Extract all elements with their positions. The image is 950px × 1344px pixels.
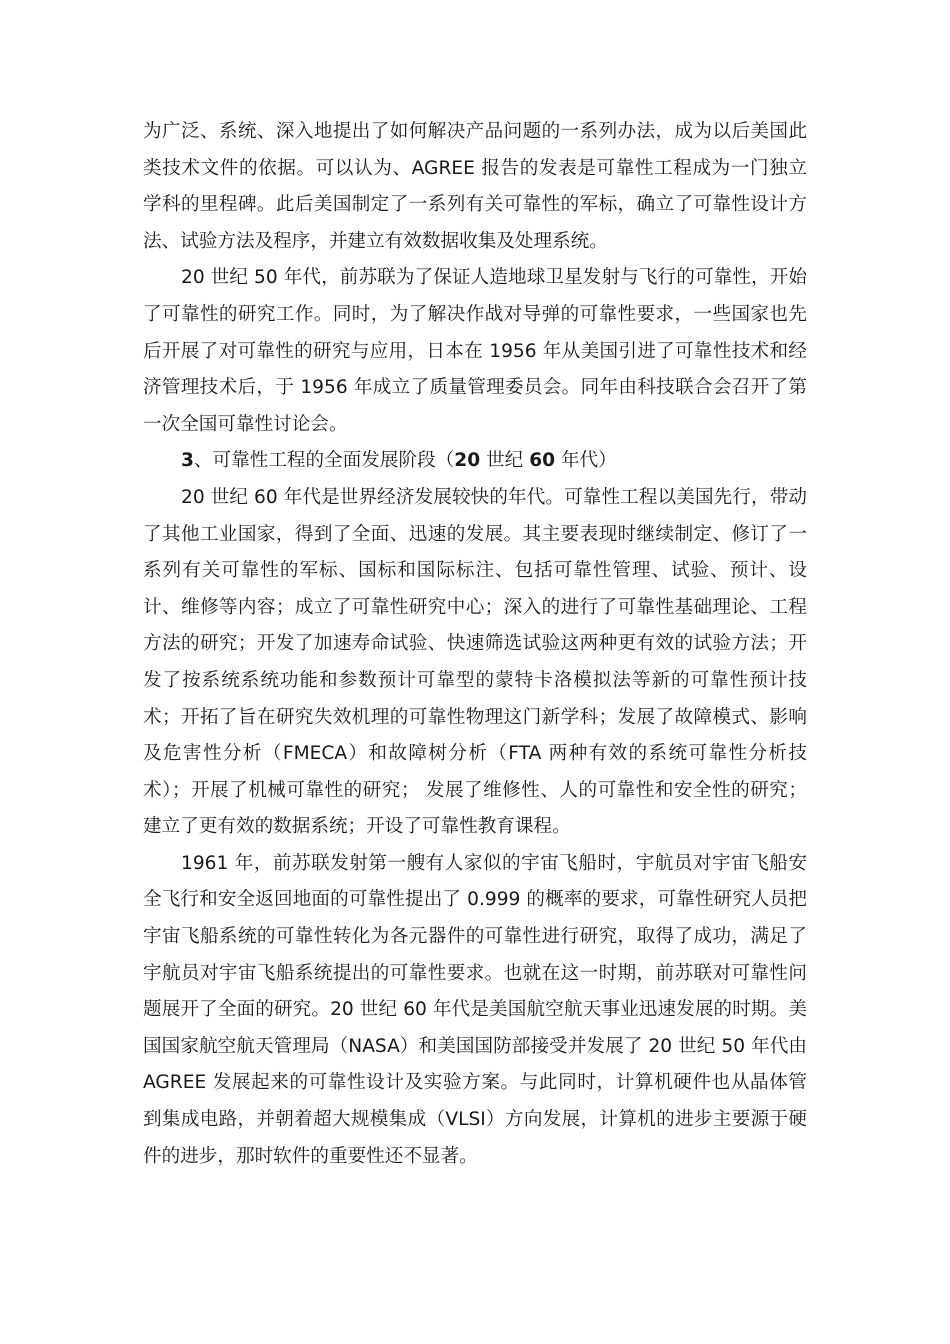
heading-mid: 世纪 xyxy=(480,450,530,472)
heading-year: 20 xyxy=(454,450,481,472)
heading-text: 、可靠性工程的全面发展阶段（ xyxy=(193,450,455,472)
paragraph-3: 20 世纪 60 年代是世界经济发展较快的年代。可靠性工程以美国先行，带动了其他工业国家，得到了全面、迅速的发展。其主要表现时继续制定、修订了一系列有关可靠性的军标、国标和国际标注、包括可靠性管理、试验、预计、设计、维修等内容；成立了可靠性研究中心；深入的进行了可靠性基础理论、工程方法的研究；开发了加速寿命试验、快速筛选试验这两种更有效的试验方法；开发了按系统系统功能和参数预计可靠型的蒙特卡洛模拟法等新的可靠性预计技术；开拓了旨在研究失效机理的可靠性物理这门新学科；发展了故障模式、影响及危害性分析（FMECA）和故障树分析（FTA 两种有效的系统可靠性分析技术）；开展了机械可靠性的研究； 发展了维修性、人的可靠性和安全性的研究； 建立了更有效的数据系统；开设了可靠性教育课程。 xyxy=(143,486,807,838)
paragraph-4: 1961 年，前苏联发射第一艘有人家似的宇宙飞船时，宇航员对宇宙飞船安全飞行和安全返回地面的可靠性提出了 0.999 的概率的要求，可靠性研究人员把宇宙飞船系统的可靠性转化为各元器件的可靠性进行研究，取得了成功，满足了宇航员对宇宙飞船系统提出的可靠性要求。也就在这一时期，前苏联对可靠性问题展开了全面的研究。20 世纪 60 年代是美国航空航天事业迅速发展的时期。美国国家航空航天管理局（NASA）和美国国防部接受并发展了 20 世纪 50 年代由 AGREE 发展起来的可靠性设计及实验方案。与此同时，计算机硬件也从晶体管到集成电路，并朝着超大规模集成（VLSI）方向发展，计算机的进步主要源于硬件的进步，那时软件的重要性还不显著。 xyxy=(143,852,807,1167)
heading-number: 3 xyxy=(181,450,194,472)
section-heading-3 xyxy=(143,443,807,480)
document-page xyxy=(143,114,807,1175)
paragraph-1: 为广泛、系统、深入地提出了如何解决产品问题的一系列办法，成为以后美国此类技术文件的依据。可以认为、AGREE 报告的发表是可靠性工程成为一门独立学科的里程碑。此后美国制定了一系列有关可靠性的军标，确立了可靠性设计方法、试验方法及程序，并建立有效数据收集及处理系统。 xyxy=(143,121,807,252)
paragraph-2: 20 世纪 50 年代，前苏联为了保证人造地球卫星发射与飞行的可靠性，开始了可靠性的研究工作。同时，为了解决作战对导弹的可靠性要求，一些国家也先后开展了对可靠性的研究与应用，日本在 1956 年从美国引进了可靠性技术和经济管理技术后，于 1956 年成立了质量管理委员会。同年由科技联合会召开了第一次全国可靠性讨论会。 xyxy=(143,267,807,435)
heading-decade: 60 xyxy=(529,450,556,472)
heading-end: 年代） xyxy=(555,450,617,472)
